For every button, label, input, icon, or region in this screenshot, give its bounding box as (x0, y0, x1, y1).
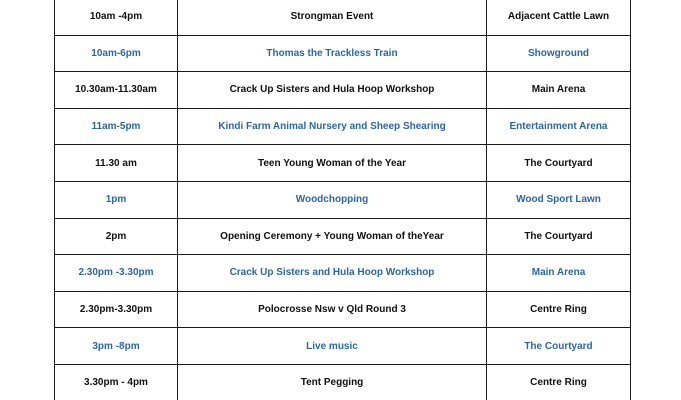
time-cell: 2.30pm -3.30pm (55, 255, 178, 292)
event-cell: Polocrosse Nsw v Qld Round 3 (178, 291, 487, 328)
event-cell: Tent Pegging (178, 364, 487, 400)
schedule-row (55, 255, 631, 292)
schedule-row (55, 72, 631, 109)
time-cell: 11.30 am (55, 145, 178, 182)
venue-cell: The Courtyard (487, 218, 631, 255)
venue-cell: Centre Ring (487, 291, 631, 328)
venue-cell: The Courtyard (487, 328, 631, 365)
event-cell: Thomas the Trackless Train (178, 35, 487, 72)
event-cell: Kindi Farm Animal Nursery and Sheep Shearing (178, 108, 487, 145)
time-cell: 10.30am-11.30am (55, 72, 178, 109)
time-cell: 3pm -8pm (55, 328, 178, 365)
venue-cell: The Courtyard (487, 145, 631, 182)
time-cell: 10am -4pm (55, 0, 178, 35)
time-cell: 11am-5pm (55, 108, 178, 145)
time-cell: 2.30pm-3.30pm (55, 291, 178, 328)
event-cell: Teen Young Woman of the Year (178, 145, 487, 182)
schedule-row (55, 0, 631, 35)
schedule-row (55, 145, 631, 182)
schedule-row (55, 291, 631, 328)
schedule-body (55, 0, 631, 400)
venue-cell: Main Arena (487, 255, 631, 292)
event-cell: Crack Up Sisters and Hula Hoop Workshop (178, 255, 487, 292)
event-cell: Woodchopping (178, 181, 487, 218)
time-cell: 3.30pm - 4pm (55, 364, 178, 400)
venue-cell: Adjacent Cattle Lawn (487, 0, 631, 35)
venue-cell: Wood Sport Lawn (487, 181, 631, 218)
event-cell: Live music (178, 328, 487, 365)
time-cell: 2pm (55, 218, 178, 255)
schedule-row (55, 328, 631, 365)
event-cell: Crack Up Sisters and Hula Hoop Workshop (178, 72, 487, 109)
venue-cell: Entertainment Arena (487, 108, 631, 145)
time-cell: 1pm (55, 181, 178, 218)
event-cell: Strongman Event (178, 0, 487, 35)
event-schedule-table (54, 0, 631, 400)
schedule-row (55, 364, 631, 400)
venue-cell: Showground (487, 35, 631, 72)
venue-cell: Main Arena (487, 72, 631, 109)
schedule-row (55, 181, 631, 218)
venue-cell: Centre Ring (487, 364, 631, 400)
schedule-row (55, 108, 631, 145)
time-cell: 10am-6pm (55, 35, 178, 72)
schedule-row (55, 218, 631, 255)
event-cell: Opening Ceremony + Young Woman of theYear (178, 218, 487, 255)
schedule-row (55, 35, 631, 72)
